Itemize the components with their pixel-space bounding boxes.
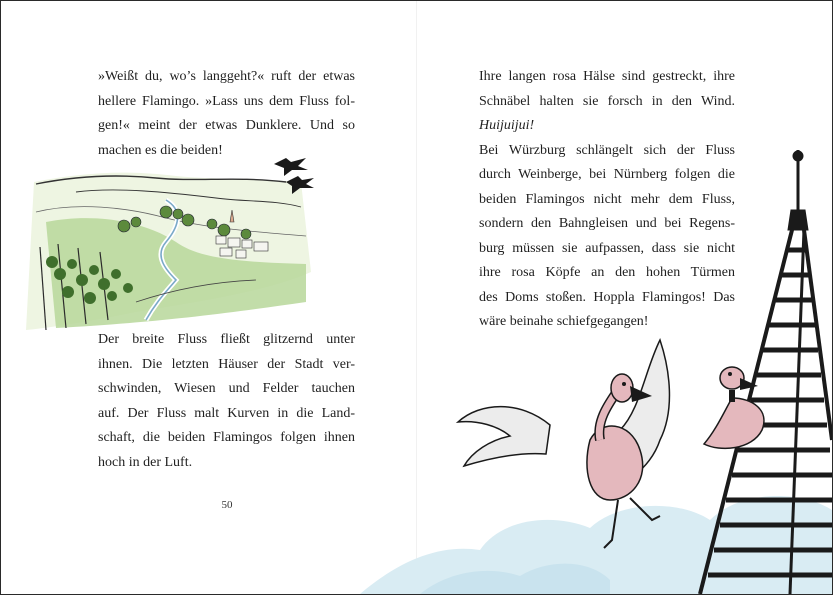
- text-line: Der breite Fluss fließt glitzernd unter: [98, 332, 355, 347]
- text-line: burg müssen sie aufpassen, dass sie nicht: [479, 240, 735, 256]
- page-number: 50: [221, 499, 233, 511]
- text-line: Bei Würzburg schlängelt sich der Fluss: [479, 142, 735, 158]
- text-line: beiden Flamingos nicht mehr dem Fluss,: [479, 191, 735, 207]
- text-line: »Weißt du, wo’s langgeht?« ruft der etwas: [98, 69, 355, 84]
- text-line: ihnen. Die letzten Häuser der Stadt ver-: [98, 356, 355, 372]
- text-line: hoch in der Luft.: [98, 454, 193, 470]
- text-line: wäre beinahe schiefgegangen!: [479, 314, 649, 329]
- text-line: des Doms stoßen. Hoppla Flamingos! Das: [479, 289, 735, 305]
- text-line: schaft, die beiden Flamingos folgen ihnen: [98, 430, 355, 445]
- left-paragraph-2: [98, 328, 355, 475]
- text-line: Ihre langen rosa Hälse sind gestreckt, ihre: [479, 69, 735, 84]
- text-line: Schnäbel halten sie forsch in den Wind.: [479, 93, 735, 109]
- text-line: schwinden, Wiesen und Felder tauchen: [98, 381, 355, 396]
- exclamation-line: Huijuijui!: [479, 118, 535, 133]
- text-line: gen!« meint der etwas Dunklere. Und so: [98, 118, 355, 133]
- vineyard-landscape-illustration: [16, 152, 316, 332]
- text-line: machen es die beiden!: [98, 142, 223, 158]
- flamingos-and-cathedral-tower-illustration: [360, 140, 832, 594]
- text-line: durch Weinberge, bei Nürnberg folgen die: [479, 167, 735, 182]
- text-line: sondern den Bahngleisen und bei Regens-: [479, 216, 735, 231]
- left-paragraph-1: [98, 65, 355, 163]
- text-line: auf. Der Fluss malt Kurven in die Land-: [98, 405, 355, 421]
- text-line: ihre rosa Köpfe an den hohen Türmen: [479, 265, 735, 280]
- text-line: hellere Flamingo. »Lass uns dem Fluss fol-: [98, 93, 355, 109]
